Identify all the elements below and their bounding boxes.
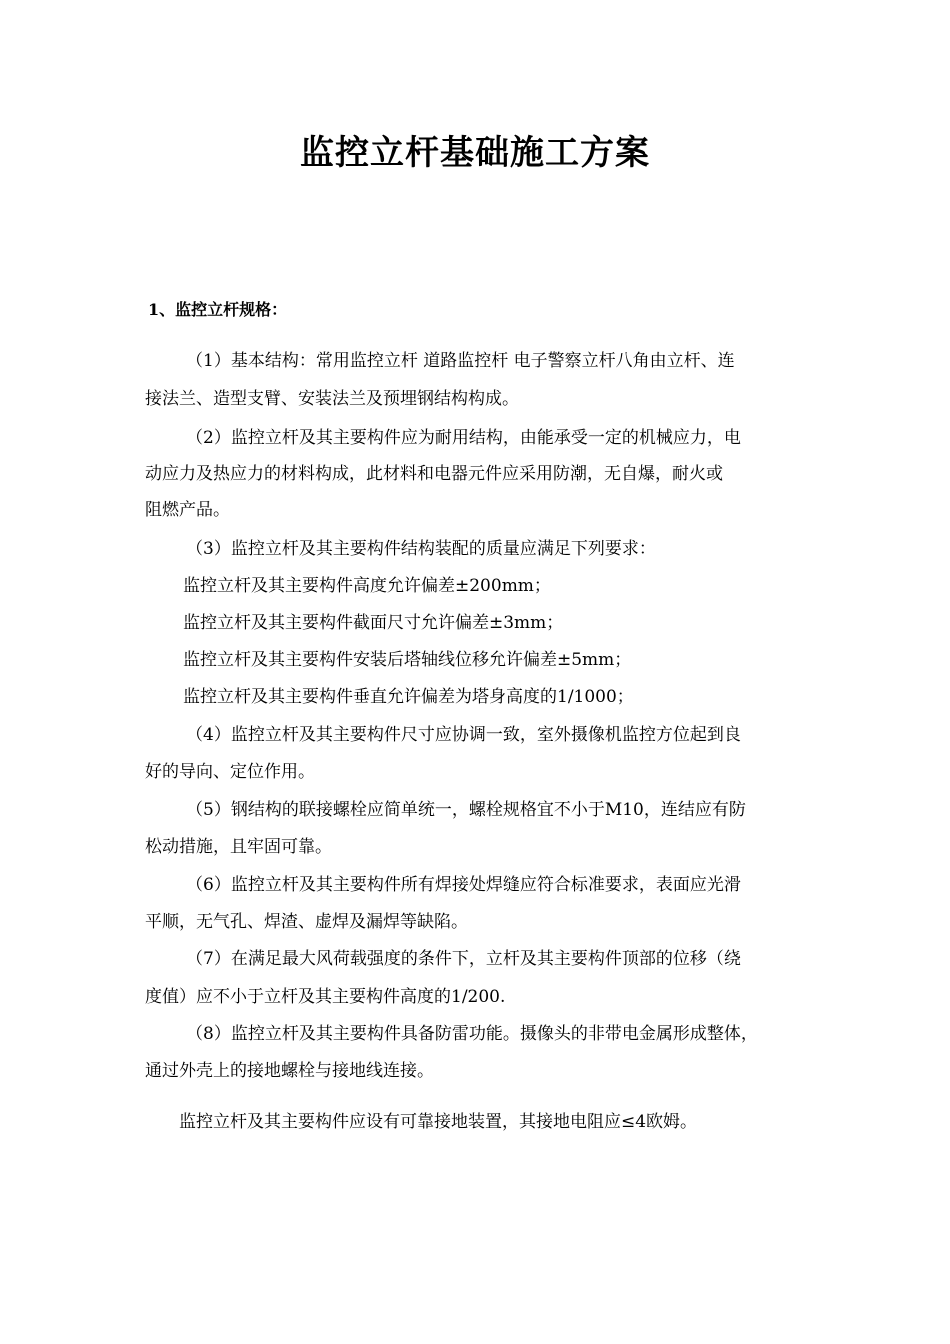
paragraph-line: （3）监控立杆及其主要构件结构装配的质量应满足下列要求： <box>186 539 656 559</box>
document-title: 监控立杆基础施工方案 <box>300 133 650 173</box>
requirement-item: 监控立杆及其主要构件垂直允许偏差为塔身高度的1/1000； <box>183 687 634 707</box>
paragraph-line: 阻燃产品。 <box>145 500 230 520</box>
paragraph-line: （6）监控立杆及其主要构件所有焊接处焊缝应符合标准要求，表面应光滑 <box>186 875 741 895</box>
requirement-item: 监控立杆及其主要构件截面尺寸允许偏差±3mm； <box>183 613 564 633</box>
paragraph-line: （4）监控立杆及其主要构件尺寸应协调一致，室外摄像机监控方位起到良 <box>186 725 741 745</box>
requirement-item: 监控立杆及其主要构件安装后塔轴线位移允许偏差±5mm； <box>183 650 632 670</box>
paragraph-line: （5）钢结构的联接螺栓应简单统一，螺栓规格宜不小于M10，连结应有防 <box>186 800 746 820</box>
requirement-item: 监控立杆及其主要构件高度允许偏差±200mm； <box>183 576 551 596</box>
paragraph-line: （2）监控立杆及其主要构件应为耐用结构，由能承受一定的机械应力，电 <box>186 428 741 448</box>
paragraph-line: （1）基本结构：常用监控立杆 道路监控杆 电子警察立杆八角由立杆、连 <box>186 351 735 371</box>
paragraph-line: 动应力及热应力的材料构成，此材料和电器元件应采用防潮，无自爆，耐火或 <box>145 464 723 484</box>
paragraph-line: 好的导向、定位作用。 <box>145 762 315 782</box>
paragraph-line: （7）在满足最大风荷载强度的条件下，立杆及其主要构件顶部的位移（绕 <box>186 949 741 969</box>
paragraph-line: （8）监控立杆及其主要构件具备防雷功能。摄像头的非带电金属形成整体， <box>186 1024 758 1044</box>
paragraph-line: 度值）应不小于立杆及其主要构件高度的1/200. <box>145 987 506 1007</box>
grounding-requirement: 监控立杆及其主要构件应设有可靠接地装置，其接地电阻应≤4欧姆。 <box>179 1112 698 1132</box>
section-heading: 1、监控立杆规格： <box>148 300 288 319</box>
paragraph-line: 接法兰、造型支臂、安装法兰及预埋钢结构构成。 <box>145 389 519 409</box>
paragraph-line: 通过外壳上的接地螺栓与接地线连接。 <box>145 1061 434 1081</box>
paragraph-line: 松动措施，且牢固可靠。 <box>145 837 332 857</box>
paragraph-line: 平顺，无气孔、焊渣、虚焊及漏焊等缺陷。 <box>145 912 468 932</box>
